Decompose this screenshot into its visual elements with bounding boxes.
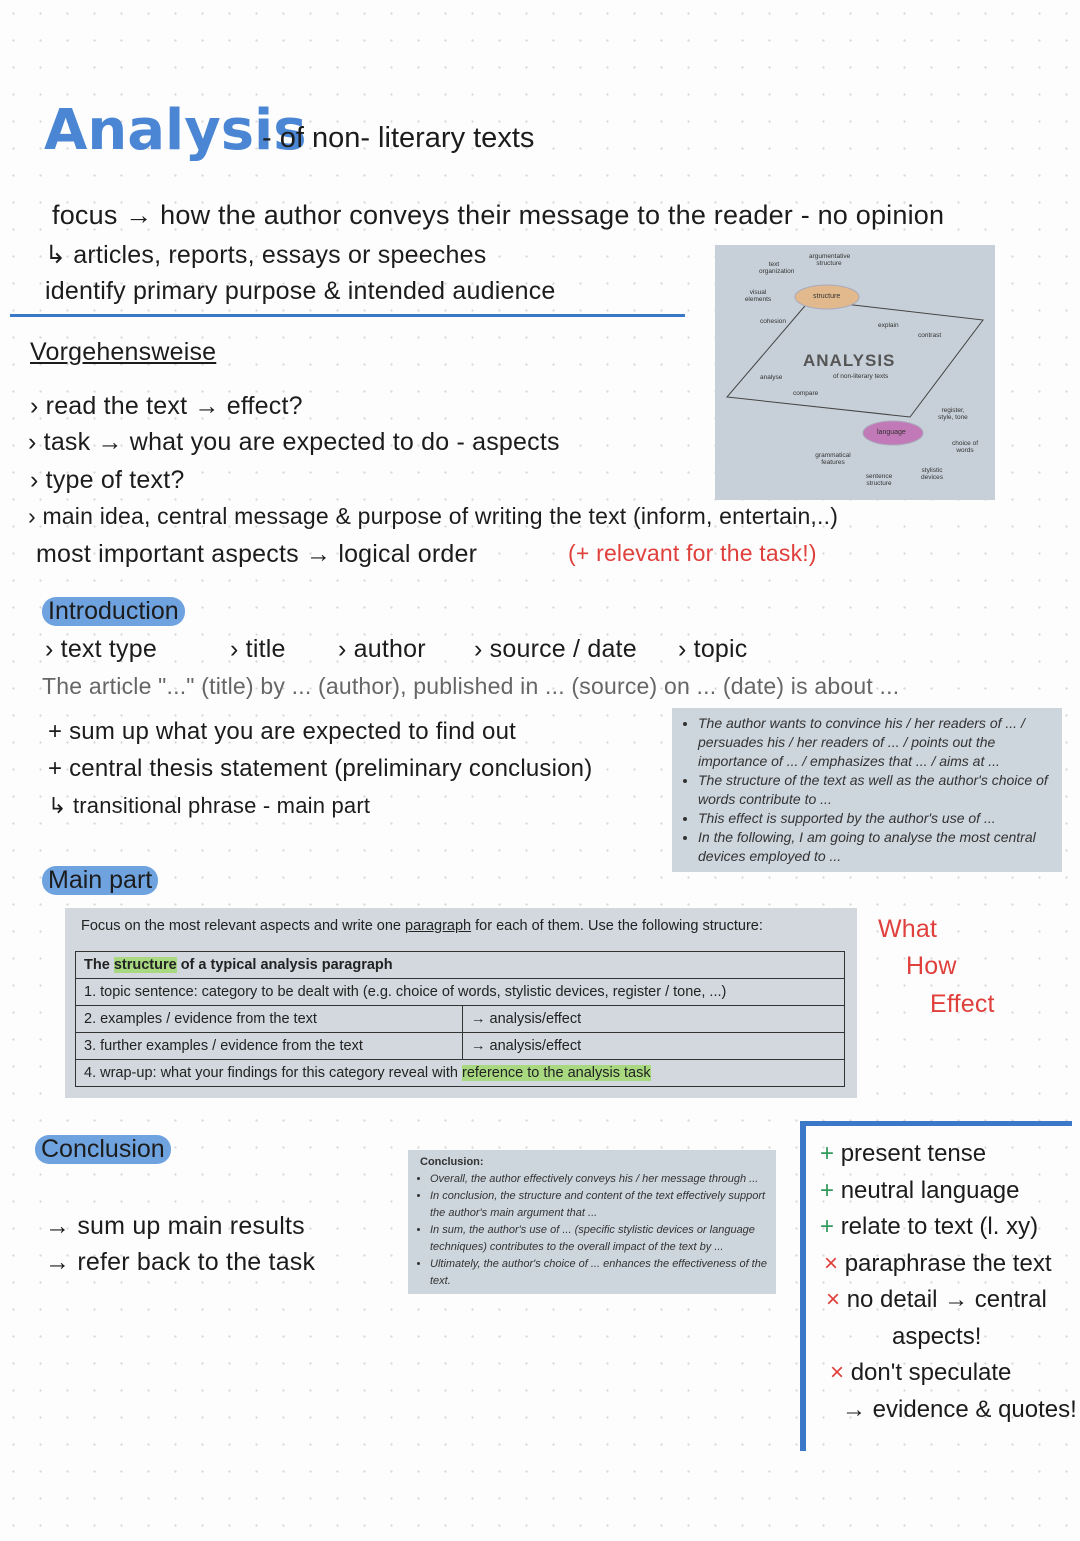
intro-field: › source / date bbox=[474, 635, 637, 663]
intro-point: + sum up what you are expected to find out bbox=[48, 718, 517, 745]
mindmap-label: register, style, tone bbox=[938, 407, 968, 421]
procedure-item: most important aspects → logical order bbox=[36, 540, 478, 568]
rule-text: present tense bbox=[840, 1140, 987, 1167]
intro-point: + central thesis statement (preliminary conclusion) bbox=[48, 755, 593, 782]
phrase: • This effect is supported by the author's use of ... bbox=[698, 809, 1052, 828]
phrase: • Overall, the author effectively conveys his / her message through ... bbox=[430, 1171, 768, 1188]
conclusion-point: → refer back to the task bbox=[45, 1248, 316, 1276]
rule-item bbox=[820, 1140, 986, 1168]
rule-item bbox=[820, 1177, 1020, 1205]
plus-icon: + bbox=[820, 1213, 841, 1240]
phrase: • Ultimately, the author's choice of ... enhances the effectiveness of the text. bbox=[430, 1256, 768, 1290]
procedure-heading: Vorgehensweise bbox=[30, 338, 217, 366]
mindmap-center-sub: of non-literary texts bbox=[833, 373, 889, 380]
rule-item bbox=[830, 1359, 1011, 1387]
intro-point: ↳ transitional phrase - main part bbox=[48, 793, 371, 818]
rule-text: no detail → central bbox=[846, 1286, 1047, 1313]
plus-icon: + bbox=[820, 1140, 841, 1167]
introduction-heading: Introduction bbox=[42, 597, 185, 626]
intro-field: › title bbox=[230, 635, 286, 663]
mindmap-structure: structure bbox=[813, 293, 841, 300]
rule-item bbox=[892, 1323, 981, 1351]
main-part-heading: Main part bbox=[42, 866, 158, 895]
procedure-note: (+ relevant for the task!) bbox=[568, 540, 817, 566]
intro-phrases-box bbox=[672, 708, 1062, 872]
rule-text: don't speculate bbox=[850, 1359, 1012, 1386]
intro-template: The article "..." (title) by ... (author), published in ... (source) on ... (date) is about ... bbox=[42, 673, 900, 699]
procedure-item: › type of text? bbox=[30, 466, 185, 494]
rule-text: relate to text (l. xy) bbox=[840, 1213, 1039, 1240]
rules-border-left bbox=[800, 1121, 806, 1451]
cross-icon: × bbox=[830, 1359, 851, 1386]
rule-text: neutral language bbox=[840, 1176, 1020, 1204]
structure-table: The structure of a typical analysis paragraph 1. topic sentence: category to be dealt with (e.g. choice of words, stylistic devices, register / tone, ...) 2. examples / evidence from the text → analysis/effect 3. further examples / evidence from the text → analysis/effect 4. wrap-up: what your findings for this category reveal with reference to the analysis task bbox=[75, 951, 845, 1087]
conclusion-point: → sum up main results bbox=[45, 1212, 305, 1240]
cross-icon: × bbox=[826, 1286, 847, 1313]
paragraph-structure-image bbox=[65, 908, 857, 1098]
mindmap-label: text organization bbox=[759, 261, 795, 275]
rule-item bbox=[826, 1286, 1047, 1314]
procedure-item: › main idea, central message & purpose of writing the text (inform, entertain,..) bbox=[28, 503, 839, 529]
mindmap-label: visual elements bbox=[744, 289, 772, 303]
mindmap-label: choice of words bbox=[951, 440, 979, 454]
procedure-item: › read the text → effect? bbox=[30, 392, 303, 420]
box-title: Conclusion: bbox=[420, 1156, 484, 1168]
intro-field: › text type bbox=[45, 635, 157, 663]
divider bbox=[10, 314, 685, 317]
mindmap-label: analyse bbox=[760, 374, 783, 381]
rule-item bbox=[824, 1250, 1052, 1278]
conclusion-heading: Conclusion bbox=[35, 1135, 171, 1164]
table-row: 2. examples / evidence from the text bbox=[76, 1006, 463, 1033]
phrase: • In the following, I am going to analyse the most central devices employed to ... bbox=[698, 828, 1052, 866]
mindmap-label: sentence structure bbox=[865, 473, 893, 487]
phrase: • The author wants to convince his / her readers of ... / persuades his / her readers of ... / points out the importance of ... / emphasizes that ... / aims at ... bbox=[698, 714, 1052, 771]
procedure-item: › task → what you are expected to do - aspects bbox=[28, 428, 560, 456]
cross-icon: × bbox=[824, 1249, 845, 1277]
instruction: Focus on the most relevant aspects and write one paragraph for each of them. Use the following structure: bbox=[81, 918, 763, 934]
mindmap-label: compare bbox=[793, 390, 819, 397]
page-title: Analysis bbox=[44, 98, 307, 163]
rules-border-top bbox=[800, 1121, 1072, 1126]
rule-text: paraphrase the text bbox=[844, 1249, 1052, 1277]
table-row: 3. further examples / evidence from the text bbox=[76, 1033, 463, 1060]
mindmap-label: explain bbox=[878, 322, 899, 329]
phrase: • In conclusion, the structure and content of the text effectively support the author's main argument that ... bbox=[430, 1188, 768, 1222]
plus-icon: + bbox=[820, 1176, 841, 1204]
text-types-line: ↳ articles, reports, essays or speeches bbox=[45, 241, 487, 269]
mindmap-center: ANALYSIS bbox=[803, 351, 896, 370]
rule-item bbox=[820, 1213, 1038, 1241]
mindmap-image bbox=[715, 245, 995, 500]
intro-field: › topic bbox=[678, 635, 748, 663]
rule-text: aspects! bbox=[892, 1322, 982, 1350]
rule-text: → evidence & quotes! bbox=[842, 1395, 1077, 1423]
mindmap-label: grammatical features bbox=[815, 452, 851, 466]
mindmap-language: language bbox=[877, 429, 906, 436]
intro-field: › author bbox=[338, 635, 426, 663]
side-note: How bbox=[906, 952, 957, 980]
purpose-line: identify primary purpose & intended audience bbox=[45, 277, 556, 305]
table-row: 4. wrap-up: what your findings for this category reveal with reference to the analysis task bbox=[76, 1060, 845, 1087]
table-row: 1. topic sentence: category to be dealt with (e.g. choice of words, stylistic devices, register / tone, ...) bbox=[76, 979, 845, 1006]
mindmap-label: contrast bbox=[918, 332, 942, 339]
conclusion-phrases-box bbox=[408, 1150, 776, 1294]
rule-item bbox=[842, 1396, 1077, 1424]
side-note: Effect bbox=[930, 990, 995, 1018]
mindmap-label: cohesion bbox=[760, 318, 787, 325]
side-note: What bbox=[878, 915, 938, 943]
page-subtitle: - of non- literary texts bbox=[262, 122, 535, 154]
mindmap-label: argumentative structure bbox=[809, 253, 851, 267]
phrase: • In sum, the author's use of ... (specific stylistic devices or language techniques) contributes to the overall impact of the text by ... bbox=[430, 1222, 768, 1256]
focus-line: focus → how the author conveys their message to the reader - no opinion bbox=[52, 200, 945, 230]
mindmap-label: stylistic devices bbox=[920, 467, 944, 481]
phrase: • The structure of the text as well as the author's choice of words contribute to ... bbox=[698, 771, 1052, 809]
